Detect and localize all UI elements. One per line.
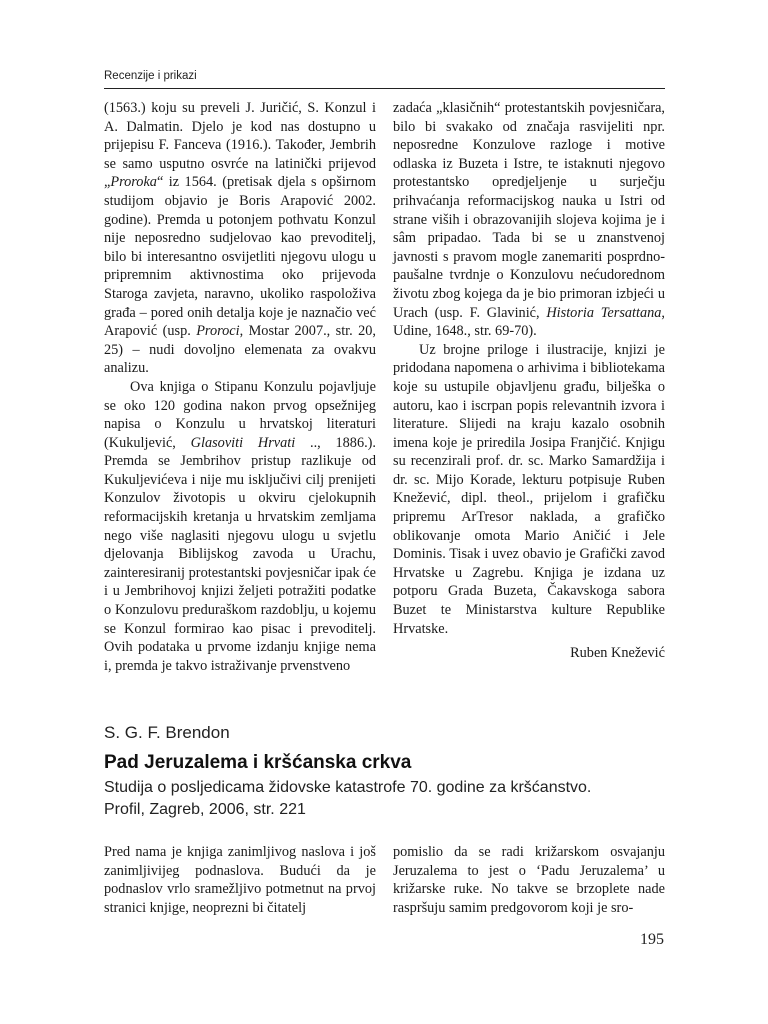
page-number: 195 bbox=[640, 931, 664, 948]
review2-author: S. G. F. Brendon bbox=[104, 723, 230, 742]
review2-left-column bbox=[104, 843, 376, 917]
header-rule bbox=[104, 88, 665, 89]
review1-right-paragraph-1 bbox=[393, 99, 665, 341]
review1-left-paragraph-1 bbox=[104, 99, 376, 378]
review2-left-paragraph: Pred nama je knjiga zanimljivog naslova i još zanimljivijeg podnaslova. Budući da je podnaslov vrlo sramežljivo potmetnut na prvoj stranici knjige, neoprezni bi čitatelj bbox=[104, 844, 376, 916]
review2-publication: Profil, Zagreb, 2006, str. 221 bbox=[104, 801, 306, 818]
text-span: Ova knjiga o Stipanu Konzulu pojavljuje se oko 120 godina nakon prvog opsežnijeg napisa o Konzulu u hrvatskoj literaturi (Kukuljević, bbox=[104, 378, 376, 451]
review1-left-column bbox=[104, 99, 376, 675]
text-span: , Mostar 2007., str. 20, 25) – nudi dovoljno elemenata za ovakvu analizu. bbox=[104, 323, 376, 377]
review1-right-column bbox=[393, 99, 665, 663]
review1-signature: Ruben Knežević bbox=[570, 645, 665, 662]
text-span: .., 1886.). Premda se Jembrihov pristup razlikuje od Kukuljevićeva i nije mu isključivi cilj prenijeti Konzulov životopis u okviru cjelokupnih reformacijskih kretanja u hrvatskim zemljama nego više naglasiti njegovu ulogu u svjetlu djelovanja Biblijskog zavoda u Urachu, zainteresiranij protestantski povjesničar ipak će i u Jembrihovoj knjizi željeti potražiti podatke o Konzulovu preduraškom razdoblju, u kojemu se Konzul formirao kao pisac i prevoditelj. Ovih podataka u prvome izdanju knjige nema i, premda je takvo istraživanje prvenstveno bbox=[104, 434, 377, 674]
text-span: “ iz 1564. (pretisak djela s opširnom studijom objavio je Boris Arapović 2002. godine). Premda u potonjem pothvatu Konzul nije neposredno sudjelovao kao prevoditelj, bilo bi interesantno osvijetliti njegovu ulogu u pripremnim aktivnostima oko prijevoda Staroga zavjeta, naravno, ukoliko raspoloživa građa – pored onih detalja koje je naznačio već Arapović (usp. bbox=[104, 174, 376, 340]
text-span: , Udine, 1648., str. 69-70). bbox=[393, 304, 665, 340]
italic-title: Glasoviti Hrvati bbox=[190, 434, 296, 451]
italic-title: Historia Tersattana bbox=[546, 304, 662, 321]
review2-subtitle: Studija o posljedicama židovske katastrofe 70. godine za kršćanstvo. bbox=[104, 779, 592, 796]
text-span: (1563.) koju su preveli J. Juričić, S. Konzul i A. Dalmatin. Djelo je kod nas dostupno u prijepisu F. Fanceva (1916.). Također, Jembrih se samo usputno osvrće na latinički prijevod „ bbox=[104, 100, 376, 191]
text-span: zadaća „klasičnih“ protestantskih povjesničara, bilo bi svakako od značaja rasvijeliti npr. neposredne Konzulove razloge i motive odlaska iz Buzeta i Istre, te istaknuti njegovo protestantsko opredjeljenje u surječju prihvaćanja reformacijskog nauka u Istri od strane viših i obrazovanijih slojeva kojima je i sâm pripadao. Tada bi se u znanstvenoj javnosti s pravom mogle zanemariti posprdno-paušalne tvrdnje o Konzulovu nećudorednom životu zbog kojega da je bio primoran izbjeći u Urach (usp. F. Glavinić, bbox=[393, 100, 665, 321]
italic-title: Proroka bbox=[110, 174, 157, 191]
review2-subtitle-block bbox=[104, 777, 704, 821]
running-head: Recenzije i prikazi bbox=[104, 70, 197, 82]
review2-right-paragraph: pomislio da se radi križarskom osvajanju Jeruzalema to jest o ‘Padu Jeruzalema’ u križarske ruke. No takve se brzoplete nade raspršuju samim predgovorom koji je sro- bbox=[393, 844, 665, 916]
review1-left-paragraph-2 bbox=[104, 378, 376, 676]
review2-right-column bbox=[393, 843, 665, 917]
italic-title: Proroci bbox=[196, 323, 240, 340]
review2-title: Pad Jeruzalema i kršćanska crkva bbox=[104, 752, 412, 773]
review1-right-paragraph-2: Uz brojne priloge i ilustracije, knjizi je pridodana napomena o arhivima i bibliotekama koje su ustupile objavljenu građu, bilješka o autoru, kao i iscrpan popis relevantnih izvora i literature. Slijedi na kraju kazalo osobnih imena koje je priredila Josipa Franjčić. Knjigu su recenzirali prof. dr. sc. Marko Samardžija i dr. sc. Mijo Korade, lekturu potpisuje Ruben Knežević, dipl. theol., prijelom i grafičku pripremu ArTresor naklada, a grafičko oblikovanje omota Mario Aničić i Jele Dominis. Tisak i uvez obavio je Grafički zavod Hrvatske u Zagrebu. Knjiga je izdana uz potporu Grada Buzeta, Čakavskoga sabora Buzet te Ministarstva kulture Republike Hrvatske. bbox=[393, 341, 665, 637]
